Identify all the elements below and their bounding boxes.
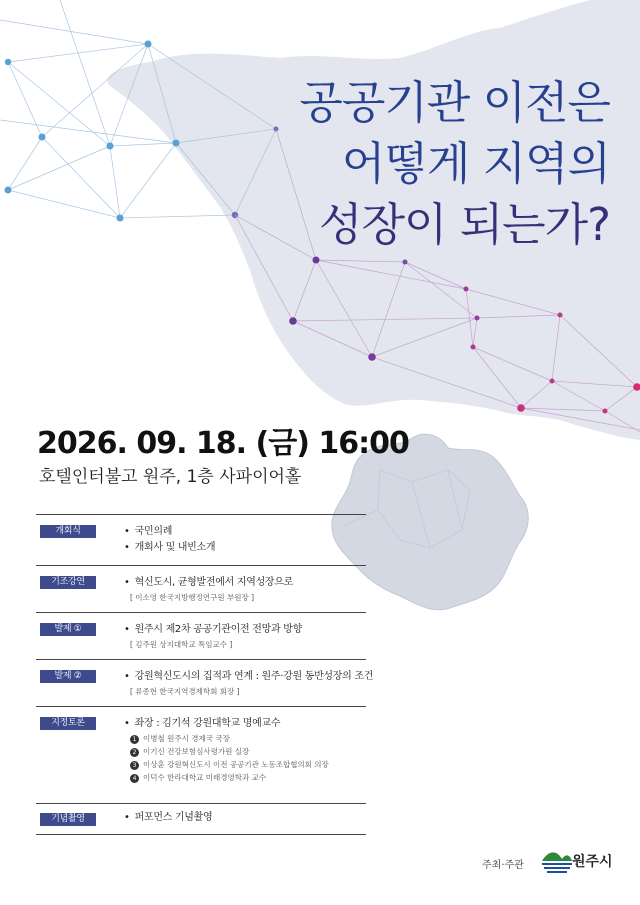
title-line-3: 성장이 되는가? bbox=[318, 198, 610, 251]
panelist-1: 1 이병철 원주시 경제국 국장 bbox=[130, 732, 366, 745]
program-table bbox=[36, 514, 374, 835]
logo-text: 원주시 bbox=[572, 854, 613, 870]
program-label: 개회식 bbox=[40, 525, 96, 538]
program-item: 퍼포먼스 기념촬영 bbox=[134, 812, 213, 823]
speaker-note: [ 김주원 상지대학교 특임교수 ] bbox=[130, 640, 233, 649]
speaker-note: [ 류종현 한국지역경제학회 회장 ] bbox=[130, 687, 240, 696]
title-line-1: 공공기관 이전은 bbox=[299, 76, 610, 129]
program-label: 기념촬영 bbox=[40, 813, 96, 826]
panelist-2: 2 이기신 건강보험심사평가원 실장 bbox=[130, 745, 366, 758]
event-venue: 호텔인터불고 원주, 1층 사파이어홀 bbox=[39, 467, 302, 487]
program-row-presentation-1: 발제 ① • 원주시 제2차 공공기관이전 전망과 방향 [ 김주원 상지대학교 특임교수 ] bbox=[36, 612, 366, 659]
program-item: 혁신도시, 균형발전에서 지역성장으로 bbox=[134, 577, 294, 588]
program-item: 국민의례 bbox=[134, 526, 173, 537]
host-label: 주최·주관 bbox=[482, 860, 524, 871]
program-row-keynote: 기조강연 • 혁신도시, 균형발전에서 지역성장으로 [ 이소영 한국지방행정연구원 부원장 ] bbox=[36, 565, 366, 612]
program-row-presentation-2: 발제 ② • 강원혁신도시의 집적과 연계 : 원주·강원 동반성장의 조건 [ 류종현 한국지역경제학회 회장 ] bbox=[36, 659, 366, 706]
program-label: 발제 ② bbox=[40, 670, 96, 683]
speaker-note: [ 이소영 한국지방행정연구원 부원장 ] bbox=[130, 593, 255, 602]
panelist-3: 3 이상훈 강원혁신도시 이전 공공기관 노동조합협의회 의장 bbox=[130, 758, 366, 771]
title-line-2: 어떻게 지역의 bbox=[341, 137, 610, 190]
event-datetime: 2026. 09. 18. (금) 16:00 bbox=[37, 426, 409, 461]
program-label: 발제 ① bbox=[40, 623, 96, 636]
program-row-opening: 개회식 • 국민의례 • 개회사 및 내빈소개 bbox=[36, 514, 366, 565]
program-label: 기조강연 bbox=[40, 576, 96, 589]
program-label: 지정토론 bbox=[40, 717, 96, 730]
program-item: 개회사 및 내빈소개 bbox=[134, 542, 216, 553]
program-item: 강원혁신도시의 집적과 연계 : 원주·강원 동반성장의 조건 bbox=[134, 671, 374, 682]
program-item: 원주시 제2차 공공기관이전 전망과 방향 bbox=[134, 624, 302, 635]
program-item: 좌장 : 김기석 강원대학교 명예교수 bbox=[134, 718, 281, 729]
panelist-4: 4 이덕수 한라대학교 미래경영학과 교수 bbox=[130, 771, 366, 784]
program-row-panel-discussion: 지정토론 • 좌장 : 김기석 강원대학교 명예교수 1 이병철 원주시 경제국 국장 2 이기신 건강보험심사평가원 실장 3 이상훈 강원혁신도시 이전 공공기관 노동조합협의회 의장 4 이덕수 한라대학교 미래경영학과 교수 bbox=[36, 706, 366, 803]
poster-title bbox=[299, 72, 610, 255]
program-row-photo: 기념촬영 • 퍼포먼스 기념촬영 bbox=[36, 803, 366, 835]
